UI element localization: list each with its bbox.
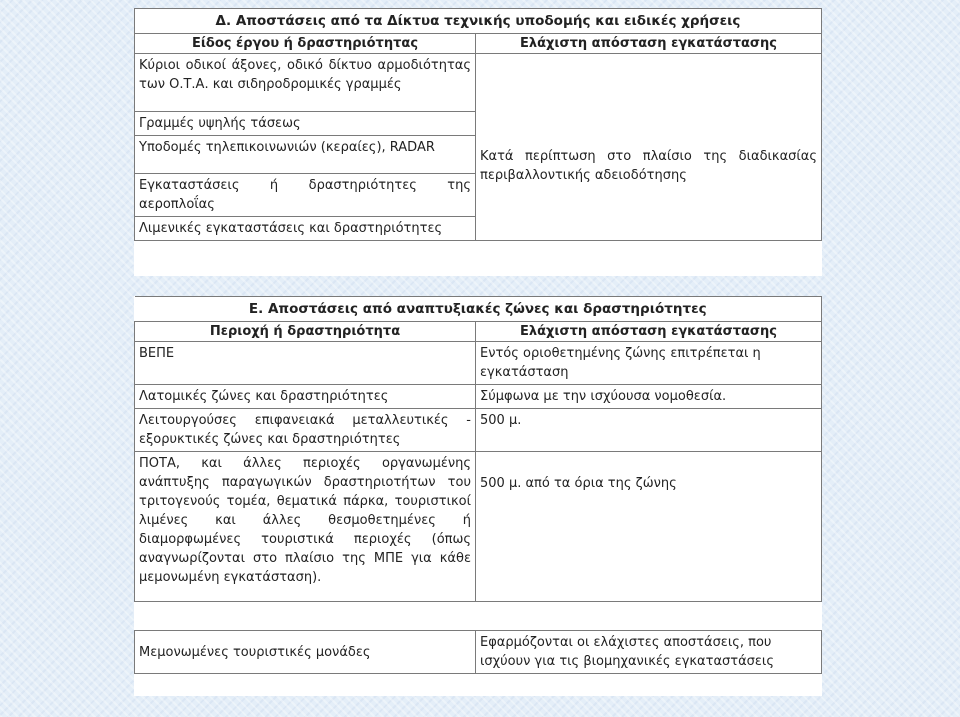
- section-d-merged-distance: Κατά περίπτωση στο πλαίσιο της διαδικασίας περιβαλλοντικής αδειοδότησης: [476, 54, 822, 241]
- section-e-area: Λατομικές ζώνες και δραστηριότητες: [135, 385, 476, 409]
- table-row: [135, 385, 822, 409]
- section-d-title: Δ. Αποστάσεις από τα Δίκτυα τεχνικής υποδομής και ειδικές χρήσεις: [135, 9, 822, 34]
- section-e-distance: Σύμφωνα με την ισχύουσα νομοθεσία.: [476, 385, 822, 409]
- section-e-table: [134, 296, 822, 674]
- section-e-title-row: [135, 297, 822, 322]
- section-d-row-telecom: Υποδομές τηλεπικοινωνιών (κεραίες), RADAR: [135, 136, 476, 174]
- table-row: [135, 452, 822, 602]
- section-e-col1-header: Περιοχή ή δραστηριότητα: [135, 322, 476, 342]
- section-e-sheet: [134, 296, 822, 696]
- section-e-col2-header: Ελάχιστη απόσταση εγκατάστασης: [476, 322, 822, 342]
- section-e-area: Λειτουργούσες επιφανειακά μεταλλευτικές - εξορυκτικές ζώνες και δραστηριότητες: [135, 409, 476, 452]
- section-d-row-aviation: Εγκαταστάσεις ή δραστηριότητες της αεροπλοΐας: [135, 174, 476, 217]
- section-e-distance: 500 μ.: [476, 409, 822, 452]
- section-d-title-row: [135, 9, 822, 34]
- section-e-area: ΠΟΤΑ, και άλλες περιοχές οργανωμένης ανάπτυξης παραγωγικών δραστηριοτήτων του τριτογενούς τομέα, θεματικά πάρκα, τουριστικοί λιμένες και άλλες θεσμοθετημένες ή διαμορφωμένες τουριστικά περιοχές (όπως αναγνωρίζονται στο πλαίσιο της ΜΠΕ για κάθε μεμονωμένη εγκατάσταση).: [135, 452, 476, 602]
- section-d-col1-header: Είδος έργου ή δραστηριότητας: [135, 34, 476, 54]
- section-e-distance: Εντός οριοθετημένης ζώνης επιτρέπεται η εγκατάσταση: [476, 342, 822, 385]
- table-row: [135, 409, 822, 452]
- table-row: [135, 631, 822, 674]
- table-spacer: [135, 602, 822, 631]
- section-e-title: Ε. Αποστάσεις από αναπτυξιακές ζώνες και δραστηριότητες: [135, 297, 822, 322]
- section-d-row-roads: Κύριοι οδικοί άξονες, οδικό δίκτυο αρμοδιότητας των Ο.Τ.Α. και σιδηροδρομικές γραμμές: [135, 54, 476, 112]
- section-d-row-ports: Λιμενικές εγκαταστάσεις και δραστηριότητες: [135, 217, 476, 241]
- section-e-distance: Εφαρμόζονται οι ελάχιστες αποστάσεις, που ισχύουν για τις βιομηχανικές εγκαταστάσεις: [476, 631, 822, 674]
- section-e-area: Μεμονωμένες τουριστικές μονάδες: [135, 631, 476, 674]
- section-d-sheet: [134, 8, 822, 276]
- section-e-area: ΒΕΠΕ: [135, 342, 476, 385]
- table-row: [135, 342, 822, 385]
- section-e-header-row: [135, 322, 822, 342]
- section-e-distance: 500 μ. από τα όρια της ζώνης: [476, 452, 822, 602]
- section-d-row-power-lines: Γραμμές υψηλής τάσεως: [135, 112, 476, 136]
- section-d-col2-header: Ελάχιστη απόσταση εγκατάστασης: [476, 34, 822, 54]
- section-d-table: [134, 8, 822, 241]
- section-d-header-row: [135, 34, 822, 54]
- table-row: [135, 54, 822, 112]
